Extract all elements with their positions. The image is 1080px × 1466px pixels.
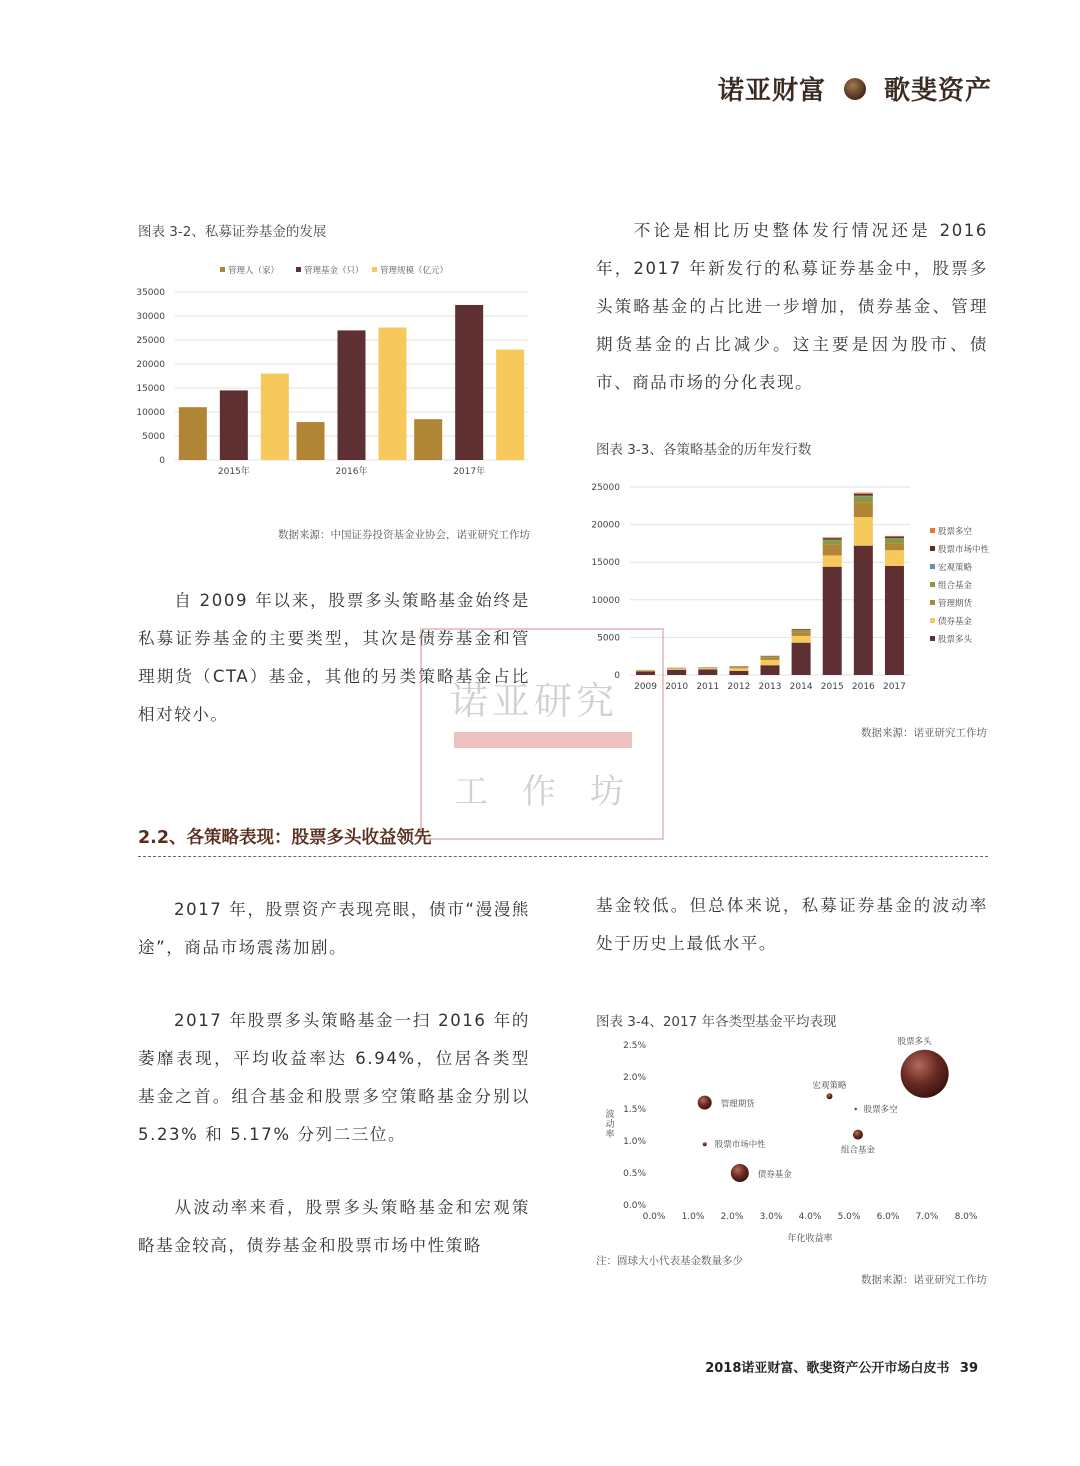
bar-segment — [792, 631, 811, 633]
y-tick-label: 15000 — [591, 558, 620, 569]
legend-label: 管理期货 — [938, 599, 973, 609]
bubble — [827, 1093, 833, 1099]
bar-segment — [761, 665, 780, 675]
fig4-caption: 图表 3-4、2017 年各类型基金平均表现 — [596, 1014, 837, 1030]
bar-segment — [792, 629, 811, 630]
y-tick-label: 25000 — [591, 483, 620, 493]
page-footer — [705, 1357, 978, 1376]
bar-segment — [854, 497, 873, 503]
bar-segment — [823, 540, 842, 544]
bubble-label: 组合基金 — [840, 1145, 875, 1156]
y-tick-label: 25000 — [136, 336, 165, 346]
bar — [220, 390, 248, 460]
bar — [455, 305, 483, 460]
left-paragraph-4: 从波动率来看，股票多头策略基金和宏观策略基金较高，债券基金和股票市场中性策略 — [138, 1198, 530, 1255]
bar-segment — [792, 636, 811, 643]
y-tick-label: 15000 — [136, 384, 165, 394]
bar-segment — [729, 668, 748, 671]
legend-swatch — [930, 546, 935, 551]
x-tick-label: 2011 — [696, 682, 720, 692]
right-paragraph-2: 基金较低。但总体来说，私募证券基金的波动率处于历史上最低水平。 — [596, 896, 988, 953]
fig2-chart — [120, 255, 540, 485]
bar-segment — [854, 546, 873, 675]
bar-segment — [885, 543, 904, 550]
legend-label: 管理基金（只） — [304, 266, 364, 276]
legend-label: 管理规模（亿元） — [380, 266, 449, 276]
brand-gopher: 歌斐资产 — [883, 76, 992, 106]
legend-label: 组合基金 — [938, 581, 973, 591]
bar-segment — [885, 539, 904, 544]
y-tick-label: 10000 — [591, 595, 620, 606]
bubble-label: 宏观策略 — [812, 1081, 847, 1092]
watermark-line1: 诺亚研究 — [450, 679, 619, 723]
watermark-line2: 工作坊 — [454, 772, 658, 812]
bubble — [901, 1050, 949, 1098]
fig4-note: 注：圆球大小代表基金数量多少 — [596, 1255, 743, 1267]
x-tick-label: 2015年 — [217, 467, 250, 477]
bar — [179, 407, 207, 460]
legend-swatch — [930, 564, 935, 569]
bubble — [854, 1108, 856, 1110]
x-tick-label: 7.0% — [915, 1212, 939, 1222]
bar-segment — [854, 503, 873, 517]
x-tick-label: 3.0% — [759, 1212, 783, 1222]
bar-segment — [792, 630, 811, 631]
bar — [414, 419, 442, 460]
fig4-source: 数据来源：诺亚研究工作坊 — [861, 1274, 987, 1286]
bar-segment — [729, 671, 748, 675]
bar-segment — [885, 550, 904, 566]
legend-label: 债券基金 — [938, 617, 973, 627]
section-divider — [138, 856, 988, 857]
x-tick-label: 2015 — [820, 682, 844, 692]
bar — [496, 350, 524, 460]
x-tick-label: 2014 — [789, 682, 813, 692]
x-tick-label: 4.0% — [798, 1212, 822, 1222]
bar-segment — [761, 660, 780, 665]
bar-segment — [854, 494, 873, 496]
x-tick-label: 1.0% — [681, 1212, 705, 1222]
bar-segment — [729, 667, 748, 668]
legend-label: 宏观策略 — [938, 563, 973, 573]
bar-segment — [854, 496, 873, 497]
y-tick-label: 5000 — [597, 633, 620, 644]
bar-segment — [823, 540, 842, 541]
right-paragraph-1: 不论是相比历史整体发行情况还是 2016 年，2017 年新发行的私募证券基金中，股票多头策略基金的占比进一步增加，债券基金、管理期货基金的占比减少。这主要是因为股市、债市、商品市场的分化表现。 — [596, 221, 988, 392]
bar-segment — [761, 657, 780, 658]
fig3-source: 数据来源：诺亚研究工作坊 — [861, 727, 987, 739]
brand-noah: 诺亚财富 — [717, 76, 826, 106]
x-tick-label: 5.0% — [837, 1212, 861, 1222]
bubble-label: 股票市场中性 — [714, 1140, 766, 1151]
legend-swatch — [930, 618, 935, 623]
y-tick-label: 1.5% — [623, 1105, 646, 1115]
x-tick-label: 2012 — [727, 682, 751, 692]
y-tick-label: 20000 — [136, 360, 165, 370]
y-tick-label: 0.5% — [623, 1169, 646, 1179]
watermark-bar — [454, 732, 632, 748]
y-tick-label: 20000 — [591, 520, 620, 531]
y-tick-label: 30000 — [136, 312, 165, 322]
bar-segment — [823, 538, 842, 540]
y-tick-label: 35000 — [136, 288, 165, 298]
x-tick-label: 2017年 — [453, 467, 486, 477]
bubble-label: 股票多头 — [897, 1036, 932, 1047]
bubble — [703, 1142, 707, 1146]
bar-segment — [823, 567, 842, 675]
y-tick-label: 1.0% — [623, 1137, 646, 1147]
x-axis-label: 年化收益率 — [787, 1234, 833, 1244]
bubble — [698, 1096, 712, 1110]
bar-segment — [885, 536, 904, 537]
bar-segment — [792, 643, 811, 675]
legend-swatch — [372, 267, 377, 272]
legend-swatch — [296, 267, 301, 272]
watermark — [420, 628, 664, 840]
legend-label: 股票市场中性 — [938, 545, 990, 555]
y-tick-label: 0 — [159, 456, 165, 466]
y-axis-label: 波 — [605, 1110, 615, 1120]
section-title: 2.2、各策略表现：股票多头收益领先 — [138, 828, 432, 848]
bubble — [731, 1164, 749, 1182]
bar — [261, 374, 289, 460]
y-axis-label: 动 — [605, 1120, 615, 1130]
bar-segment — [698, 669, 717, 675]
y-tick-label: 0.0% — [623, 1201, 646, 1211]
bar-segment — [667, 670, 686, 675]
bar-segment — [823, 544, 842, 555]
bar — [338, 330, 366, 460]
left-paragraph-3: 2017 年股票多头策略基金一扫 2016 年的萎靡表现，平均收益率达 6.94%，位居各类型基金之首。组合基金和股票多空策略基金分别以 5.23% 和 5.17% 分列二三位。 — [138, 1011, 530, 1144]
x-tick-label: 2016年 — [335, 467, 368, 477]
y-axis-label: 率 — [605, 1130, 615, 1140]
left-paragraph-1: 自 2009 年以来，股票多头策略基金始终是私募证券基金的主要类型，其次是债券基金和管理期货（CTA）基金，其他的另类策略基金占比相对较小。 — [138, 591, 530, 724]
left-paragraph-2: 2017 年，股票资产表现亮眼，债市“漫漫熊途”，商品市场震荡加剧。 — [138, 900, 530, 957]
bar-segment — [823, 555, 842, 566]
x-tick-label: 0.0% — [642, 1212, 666, 1222]
bar-segment — [823, 537, 842, 538]
x-tick-label: 2017 — [882, 682, 906, 692]
bar-segment — [885, 566, 904, 675]
bar-segment — [792, 632, 811, 636]
bubble-label: 管理期货 — [720, 1099, 755, 1110]
footer-title: 2018诺亚财富、歌斐资产公开市场白皮书 — [705, 1361, 950, 1376]
fig2-caption: 图表 3-2、私募证券基金的发展 — [138, 224, 327, 240]
bar-segment — [854, 517, 873, 546]
bar-segment — [885, 538, 904, 539]
fig4-chart — [596, 1035, 991, 1250]
y-tick-label: 2.5% — [623, 1041, 646, 1051]
bar-segment — [761, 657, 780, 660]
bubble-label: 债券基金 — [757, 1170, 792, 1180]
bar-segment — [698, 668, 717, 669]
y-tick-label: 2.0% — [623, 1073, 646, 1083]
x-tick-label: 2.0% — [720, 1212, 744, 1222]
legend-swatch — [220, 267, 225, 272]
legend-label: 管理人（家） — [228, 266, 280, 276]
bar — [379, 328, 407, 460]
x-tick-label: 6.0% — [876, 1212, 900, 1222]
fig3-caption: 图表 3-3、各策略基金的历年发行数 — [596, 442, 812, 458]
legend-swatch — [930, 582, 935, 587]
legend-swatch — [930, 600, 935, 605]
x-tick-label: 2009 — [634, 682, 658, 692]
bar-segment — [854, 493, 873, 494]
y-tick-label: 0 — [614, 671, 620, 681]
y-tick-label: 5000 — [142, 432, 165, 442]
brand-logo-icon — [844, 78, 866, 100]
fig2-source: 数据来源：中国证券投资基金业协会，诺亚研究工作坊 — [278, 529, 530, 541]
y-tick-label: 10000 — [136, 408, 165, 418]
bubble — [853, 1130, 863, 1140]
x-tick-label: 2013 — [758, 682, 782, 692]
bar-segment — [885, 537, 904, 539]
x-tick-label: 8.0% — [954, 1212, 978, 1222]
legend-swatch — [930, 528, 935, 533]
bar — [297, 422, 325, 460]
legend-label: 股票多空 — [938, 527, 973, 537]
page-number: 39 — [959, 1361, 978, 1376]
bar-segment — [667, 669, 686, 670]
legend-swatch — [930, 636, 935, 641]
x-tick-label: 2010 — [665, 682, 689, 692]
x-tick-label: 2016 — [851, 682, 875, 692]
bubble-label: 股票多空 — [863, 1105, 898, 1115]
brand-header — [718, 70, 992, 107]
legend-label: 股票多头 — [938, 635, 973, 645]
